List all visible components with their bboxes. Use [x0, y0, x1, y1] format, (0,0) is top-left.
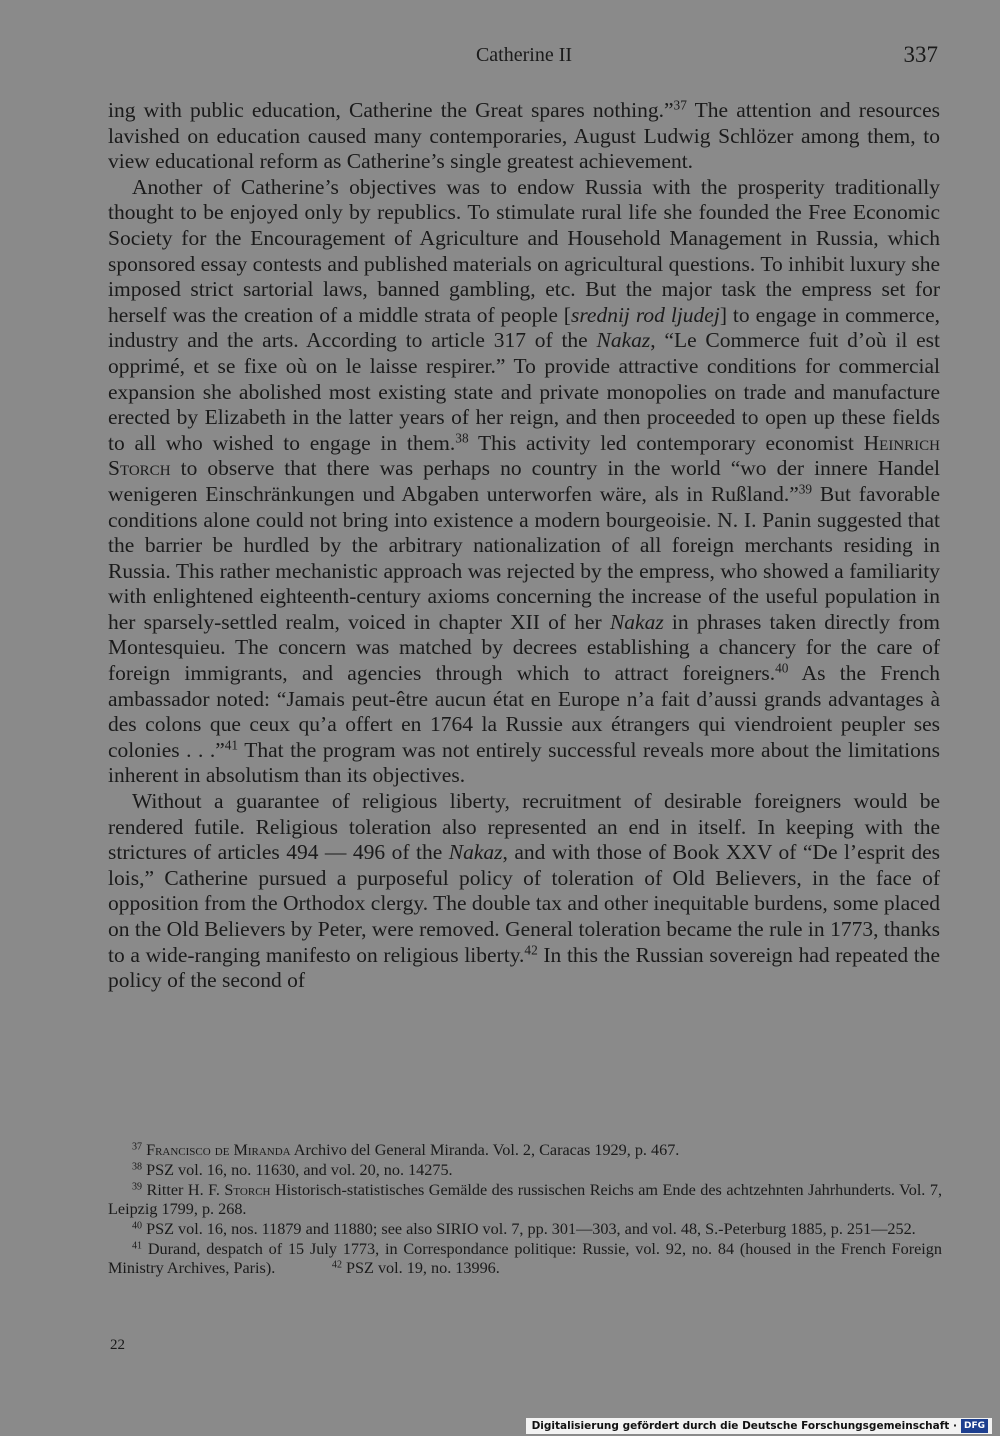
footnote-ref-39: 39 — [798, 481, 813, 497]
italic-term: Nakaz — [448, 840, 503, 865]
text-run: But favorable conditions alone could not bring into existence a modern bourgeoisie. N. I. Panin suggested that the barrier be hurdled by the arbitrary nationalization of all foreign merchants residing in Russia. This rather mechanistic approach was rejected by the empress, who showed a familiarity with enlightened eighteenth-century axioms concerning the increase of the useful population in her sparsely-settled realm, voiced in chapter XII of her — [108, 481, 940, 634]
text-run: , “Le Commerce fuit d’où il est opprimé, et se fixe où on le laisse respirer.” To provide attractive conditions for commercial expansion she abolished most existing state and private monopolies on trade and manufacture erected by Elizabeth in the latter years of her reign, and then proceeded to open up these fields to all who wished to engage in them. — [108, 328, 940, 455]
footnote-number: 39 — [132, 1181, 143, 1193]
text-run: In this the Russian sovereign had repeated the policy of the second of — [108, 942, 940, 993]
italic-term: srednij rod ljudej — [570, 302, 720, 327]
text-run: That the program was not entirely successful reveals more about the limitations inherent in absolutism than its objectives. — [108, 737, 940, 788]
italic-term: Nakaz — [596, 328, 651, 353]
footnote-ref-38: 38 — [455, 430, 469, 446]
footnote-number: 38 — [132, 1161, 143, 1173]
footnote-text: PSZ vol. 16, no. 11630, and vol. 20, no. 14275. — [142, 1161, 453, 1179]
footnotes — [108, 1141, 942, 1278]
page-header — [108, 44, 940, 72]
text-run: The attention and resources lavished on education caused many contemporaries, August Ludwig Schlözer among them, to view educational reform as Catherine’s single greatest achievement. — [108, 98, 940, 174]
footnote-number: 42 — [331, 1259, 342, 1271]
footnote-41-42 — [108, 1240, 942, 1278]
paragraph-2 — [108, 175, 940, 789]
text-run: ing with public education, Catherine the Great spares nothing.” — [108, 98, 674, 122]
text-run: This activity led contemporary economist — [468, 430, 864, 455]
paragraph-3 — [108, 789, 940, 994]
small-caps-name: Francisco de Miranda — [146, 1141, 291, 1159]
text-run: Another of Catherine’s objectives was to endow Russia with the prosperity traditionally thought to be enjoyed only by republics. To stimulate rural life she founded the Free Economic Society for the Encouragement of Agriculture and Household Management in Russia, which sponsored essay contests and published materials on agricultural questions. To inhibit luxury she imposed strict sartorial laws, banned gambling, etc. But the major task the empress set for herself was the creation of a middle strata of people [ — [108, 174, 940, 327]
footnote-text: PSZ vol. 16, nos. 11879 and 11880; see also SIRIO vol. 7, pp. 301—303, and vol. 48, S.-Peterburg 1885, p. 251—252. — [142, 1220, 916, 1238]
dfg-funding-banner — [526, 1418, 992, 1434]
footnote-number: 41 — [132, 1240, 143, 1252]
footnote-text: PSZ vol. 19, no. 13996. — [341, 1259, 500, 1277]
text-run: Without a guarantee of religious liberty, recruitment of desirable foreigners would be rendered futile. Religious toleration also represented an end in itself. In keeping with the strictures of articles 494 — 496 of the — [108, 789, 940, 865]
paragraph-1 — [108, 98, 940, 175]
text-run: ] to engage in commerce, industry and the arts. According to article 317 of the — [108, 302, 940, 353]
dfg-logo-icon: DFG — [961, 1419, 988, 1433]
footnote-number: 40 — [132, 1220, 143, 1232]
small-caps-name: Heinrich Storch — [108, 430, 940, 481]
body-text — [108, 98, 940, 994]
small-caps-name: Storch — [224, 1181, 271, 1199]
text-run: , and with those of Book XXV of “De l’esprit des lois,” Catherine pursued a purposeful policy of toleration of Old Believers, in the face of opposition from the Orthodox clergy. The double tax and other inequitable burdens, some placed on the Old Believers by Peter, were removed. General toleration became the rule in 1773, thanks to a wide-ranging manifesto on religious liberty. — [108, 840, 940, 967]
running-head: Catherine II — [475, 44, 573, 66]
italic-term: Nakaz — [609, 609, 664, 634]
footnote-text: Historisch-statistisches Gemälde des russischen Reichs am Ende des achtzehnten Jahrhunderts. Vol. 7, Leipzig 1799, p. 268. — [108, 1181, 942, 1218]
footnote-39 — [108, 1181, 942, 1219]
footnote-text: Archivo del General Miranda. Vol. 2, Caracas 1929, p. 467. — [290, 1141, 680, 1159]
text-run: As the French ambassador noted: “Jamais peut-être aucun état en Europe n’a fait d’aussi grands advantages à des colons que ceux qu’a offert en 1764 la Russie aux étrangers qui viendroient peupler ses colonies . . .” — [108, 661, 940, 762]
text-run: in phrases taken directly from Montesquieu. The concern was matched by decrees establishing a chancery for the care of foreign immigrants, and agencies through which to attract foreigners. — [108, 609, 940, 686]
text-run: to observe that there was perhaps no country in the world “wo der innere Handel wenigeren Einschränkungen und Abgaben unterworfen wäre, als in Rußland.” — [108, 456, 940, 506]
footnote-ref-41: 41 — [224, 737, 239, 753]
dfg-funding-text: Digitalisierung gefördert durch die Deutsche Forschungsgemeinschaft · — [531, 1420, 957, 1432]
footnote-ref-40: 40 — [775, 660, 789, 676]
footnote-text: Ritter H. F. — [142, 1181, 225, 1199]
footnote-37 — [108, 1141, 942, 1160]
footnote-spacer — [275, 1259, 332, 1277]
footnote-ref-42: 42 — [524, 942, 538, 958]
footnote-text: Durand, despatch of 15 July 1773, in Correspondance politique: Russie, vol. 92, no. 84 (housed in the French Foreign Ministry Archives, Paris). — [108, 1240, 942, 1277]
footnote-number: 37 — [132, 1141, 143, 1153]
page-number: 337 — [903, 42, 938, 67]
footnote-ref-37: 37 — [673, 97, 687, 113]
footnote-40 — [108, 1220, 942, 1239]
signature-mark: 22 — [110, 1337, 125, 1353]
footnote-38 — [108, 1161, 942, 1180]
